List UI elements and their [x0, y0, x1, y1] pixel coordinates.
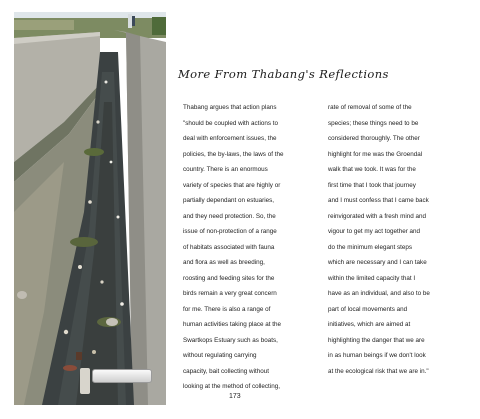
text-line: roosting and feeding sites for the — [183, 274, 275, 282]
text-line: "should be coupled with actions to — [183, 119, 279, 127]
photo-caption-bar — [92, 369, 152, 383]
text-line: highlighting the danger that we are — [328, 336, 425, 344]
text-line: birds remain a very great concern — [183, 290, 277, 297]
text-line: human activities taking place at the — [183, 321, 282, 328]
text-line: walk that we took. It was for the — [328, 166, 416, 173]
text-line: at the ecological risk that we are in." — [328, 367, 429, 375]
text-line: part of local movements and — [328, 305, 408, 313]
text-line: looking at the method of collecting, — [183, 383, 280, 390]
text-line: and I must confess that I came back — [328, 197, 429, 204]
text-line: reinvigorated with a fresh mind and — [328, 212, 427, 220]
text-line: variety of species that are highly or — [183, 181, 281, 189]
text-line: country. There is an enormous — [183, 166, 268, 173]
text-line: highlight for me was the Groendal — [328, 150, 423, 158]
text-line: first time that I took that journey — [328, 181, 416, 189]
text-line: policies, the by-laws, the laws of the — [183, 150, 284, 158]
canal-photo — [14, 12, 166, 405]
text-line: and flora as well as breeding, — [183, 259, 265, 266]
text-line: initiatives, which are aimed at — [328, 321, 411, 328]
text-line: which are necessary and I can take — [328, 259, 427, 266]
text-line: Swartkops Estuary such as boats, — [183, 336, 278, 344]
text-line: do the minimum elegant steps — [328, 243, 413, 251]
text-line: for me. There is also a range of — [183, 305, 271, 313]
text-line: issue of non-protection of a range — [183, 228, 277, 235]
text-line: without regulating carrying — [183, 352, 257, 359]
text-line: have as an individual, and also to be — [328, 290, 430, 297]
text-line: rate of removal of some of the — [328, 104, 412, 111]
text-line: capacity, bait collecting without — [183, 367, 269, 375]
text-line: Thabang argues that action plans — [183, 104, 277, 111]
text-line: within the limited capacity that I — [328, 274, 416, 282]
text-line: in as human beings if we don't look — [328, 352, 426, 359]
text-line: considered thoroughly. The other — [328, 135, 420, 142]
text-column-right — [328, 100, 468, 379]
text-line: partially dependant on estuaries, — [183, 197, 275, 204]
text-line: of habitats associated with fauna — [183, 243, 275, 251]
text-line: and they need protection. So, the — [183, 212, 276, 220]
text-line: vigour to get my act together and — [328, 228, 421, 235]
text-column-left — [183, 100, 323, 395]
page-number: 173 — [229, 393, 241, 400]
text-line: deal with enforcement issues, the — [183, 135, 277, 142]
article-title: More From Thabang's Reflections — [178, 67, 389, 81]
text-line: species; these things need to be — [328, 119, 419, 127]
